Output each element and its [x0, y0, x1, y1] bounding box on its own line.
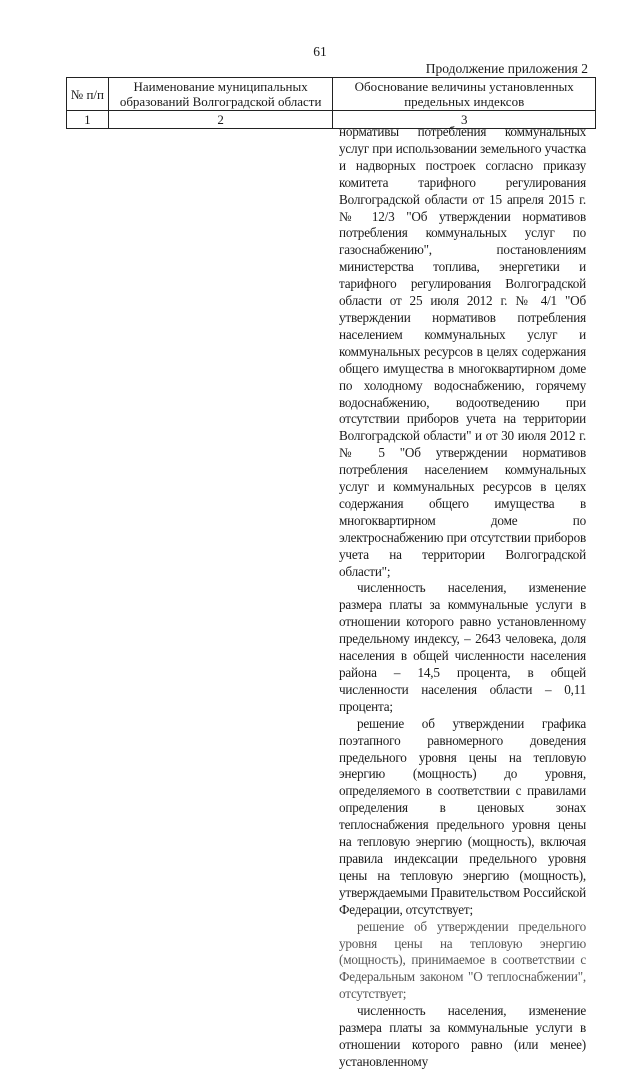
column-title-justification: Обоснование величины установленных предельных индексов — [333, 78, 596, 111]
paragraph-heat-price-limit: решение об утверждении предельного уровня цены на тепловую энергию (мощность), принимаемое в соответствии с Федеральным законом "О теплоснабжении", отсутствует; — [339, 918, 586, 1002]
paragraph-population-change: численность населения, изменение размера платы за коммунальные услуги в отношении которого равно установленному предельному индексу, – 2643 человека, доля населения в общей численности населения района – 14,5 процента, в общей численности населения области – 0,11 процента; — [339, 580, 586, 714]
column-number-3: 3 — [333, 111, 596, 129]
paragraph-population-equal-or-less: численность населения, изменение размера платы за коммунальные услуги в отношении которого равно (или менее) установленному — [339, 1003, 586, 1069]
page-number: 61 — [313, 44, 327, 59]
column-title-number: № п/п — [67, 78, 109, 111]
table-header-titles-row — [67, 78, 596, 111]
justification-text-column — [339, 124, 586, 1071]
paragraph-heat-price-schedule: решение об утверждении графика поэтапного равномерного доведения предельного уровня цены на тепловую энергию (мощность) до уровня, определяемого в соответствии с правилами определения в ценовых зонах теплоснабжения предельного уровня цены на тепловую энергию (мощность), включая правила индексации предельного уровня цены на тепловую энергию (мощность), утверждаемыми Правительством Российской Федерации, отсутствует; — [339, 715, 586, 917]
column-title-municipality: Наименование муниципальных образований Волгоградской области — [108, 78, 333, 111]
column-number-1: 1 — [67, 111, 109, 129]
paragraph-consumption-norms: нормативы потребления коммунальных услуг при использовании земельного участка и надворных построек согласно приказу комитета тарифного регулирования Волгоградской области от 15 апреля 2015 г. № 12/3 "Об утверждении нормативов потребления коммунальных услуг по газоснабжению", постановлениям министерства топлива, энергетики и тарифного регулирования Волгоградской области от 25 июля 2012 г. № 4/1 "Об утверждении нормативов потребления населением коммунальных услуг и коммунальных ресурсов в целях содержания общего имущества в многоквартирном доме по холодному водоснабжению, горячему водоснабжению, водоотведению при отсутствии приборов учета на территории Волгоградской области" и от 30 июля 2012 г. № 5 "Об утверждении нормативов потребления населением коммунальных услуг и коммунальных ресурсов в целях содержания общего имущества в многоквартирном доме по электроснабжению при отсутствии приборов учета на территории Волгоградской области"; — [339, 124, 586, 579]
appendix-continuation-note: Продолжение приложения 2 — [425, 61, 588, 76]
table-header — [66, 77, 596, 129]
column-number-2: 2 — [108, 111, 333, 129]
